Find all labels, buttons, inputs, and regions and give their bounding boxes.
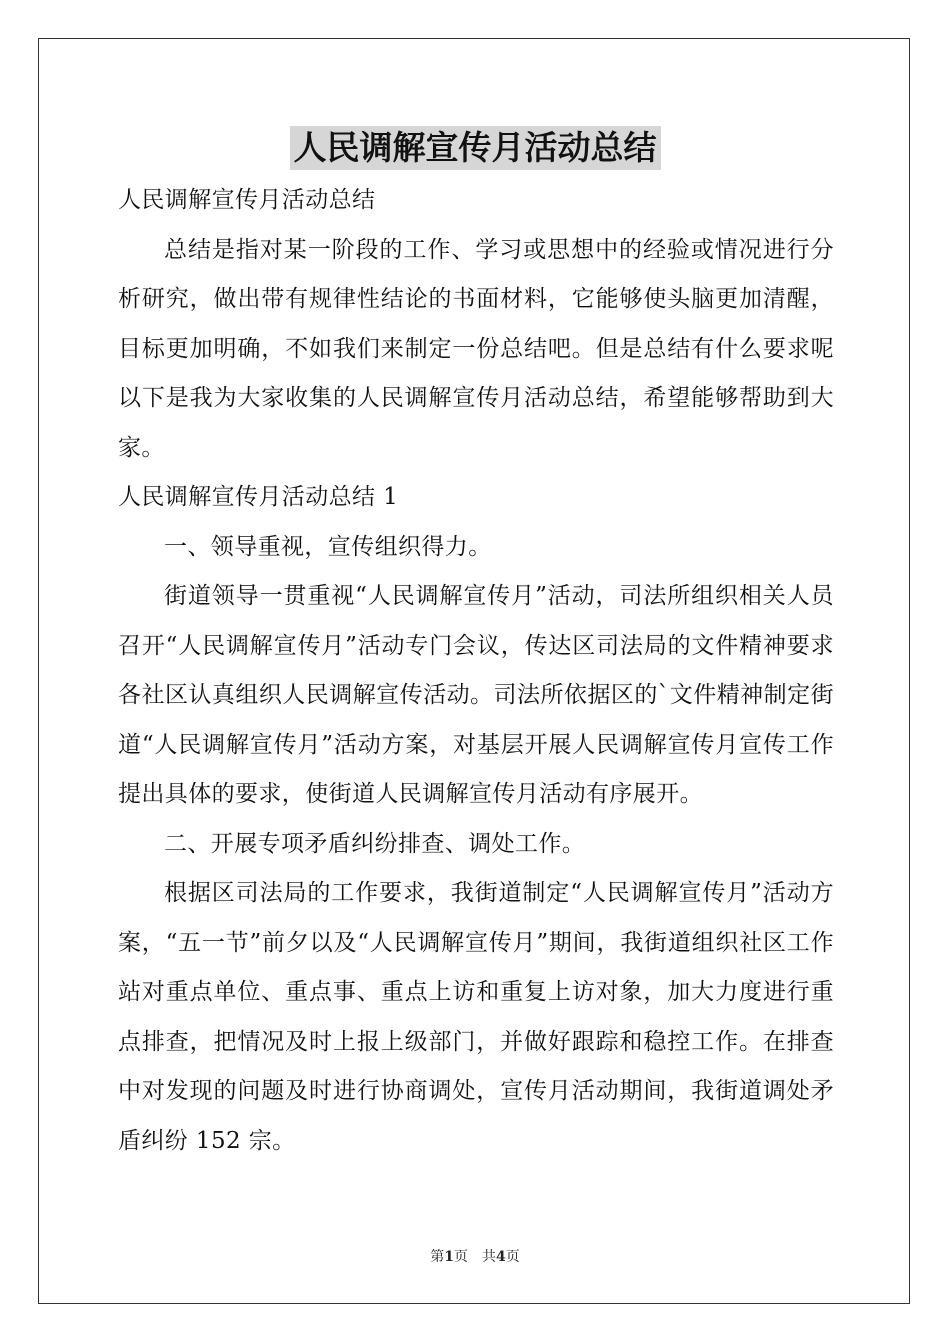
point-body-1: 街道领导一贯重视“人民调解宣传月”活动，司法所组织相关人员召开“人民调解宣传月”活动专门会议，传达区司法局的文件精神要求各社区认真组织人民调解宣传活动。司法所依据区的`文件精神制定街道“人民调解宣传月”活动方案，对基层开展人民调解宣传月宣传工作提出具体的要求，使街道人民调解宣传月活动有序展开。 xyxy=(118,583,834,807)
point-heading-1: 一、领导重视，宣传组织得力。 xyxy=(164,533,492,560)
page-total: 4 xyxy=(496,1249,506,1265)
page-prefix: 第 xyxy=(430,1249,445,1265)
intro-paragraph: 总结是指对某一阶段的工作、学习或思想中的经验或情况进行分析研究，做出带有规律性结论的书面材料，它能够使头脑更加清醒，目标更加明确，不如我们来制定一份总结吧。但是总结有什么要求呢以下是我为大家收集的人民调解宣传月活动总结，希望能够帮助到大家。 xyxy=(118,236,834,461)
point-heading-2: 二、开展专项矛盾纠纷排查、调处工作。 xyxy=(164,830,586,857)
page-current: 1 xyxy=(444,1249,454,1265)
section-heading-1: 人民调解宣传月活动总结 1 xyxy=(118,484,399,510)
total-unit: 页 xyxy=(505,1249,520,1265)
subtitle-line: 人民调解宣传月活动总结 xyxy=(118,187,376,213)
page-footer xyxy=(0,1246,950,1266)
document-title-container xyxy=(0,126,950,176)
point-body-2: 根据区司法局的工作要求，我街道制定“人民调解宣传月”活动方案，“五一节”前夕以及“人民调解宣传月”期间，我街道组织社区工作站对重点单位、重点事、重点上访和重复上访对象，加大力度进行重点排查，把情况及时上报上级部门，并做好跟踪和稳控工作。在排查中对发现的问题及时进行协商调处，宣传月活动期间，我街道调处矛盾纠纷 152 宗。 xyxy=(118,880,834,1154)
document-body xyxy=(118,176,834,1166)
document-title: 人民调解宣传月活动总结 xyxy=(290,126,661,170)
page-unit: 页 xyxy=(454,1249,468,1265)
total-prefix: 共 xyxy=(482,1249,496,1265)
